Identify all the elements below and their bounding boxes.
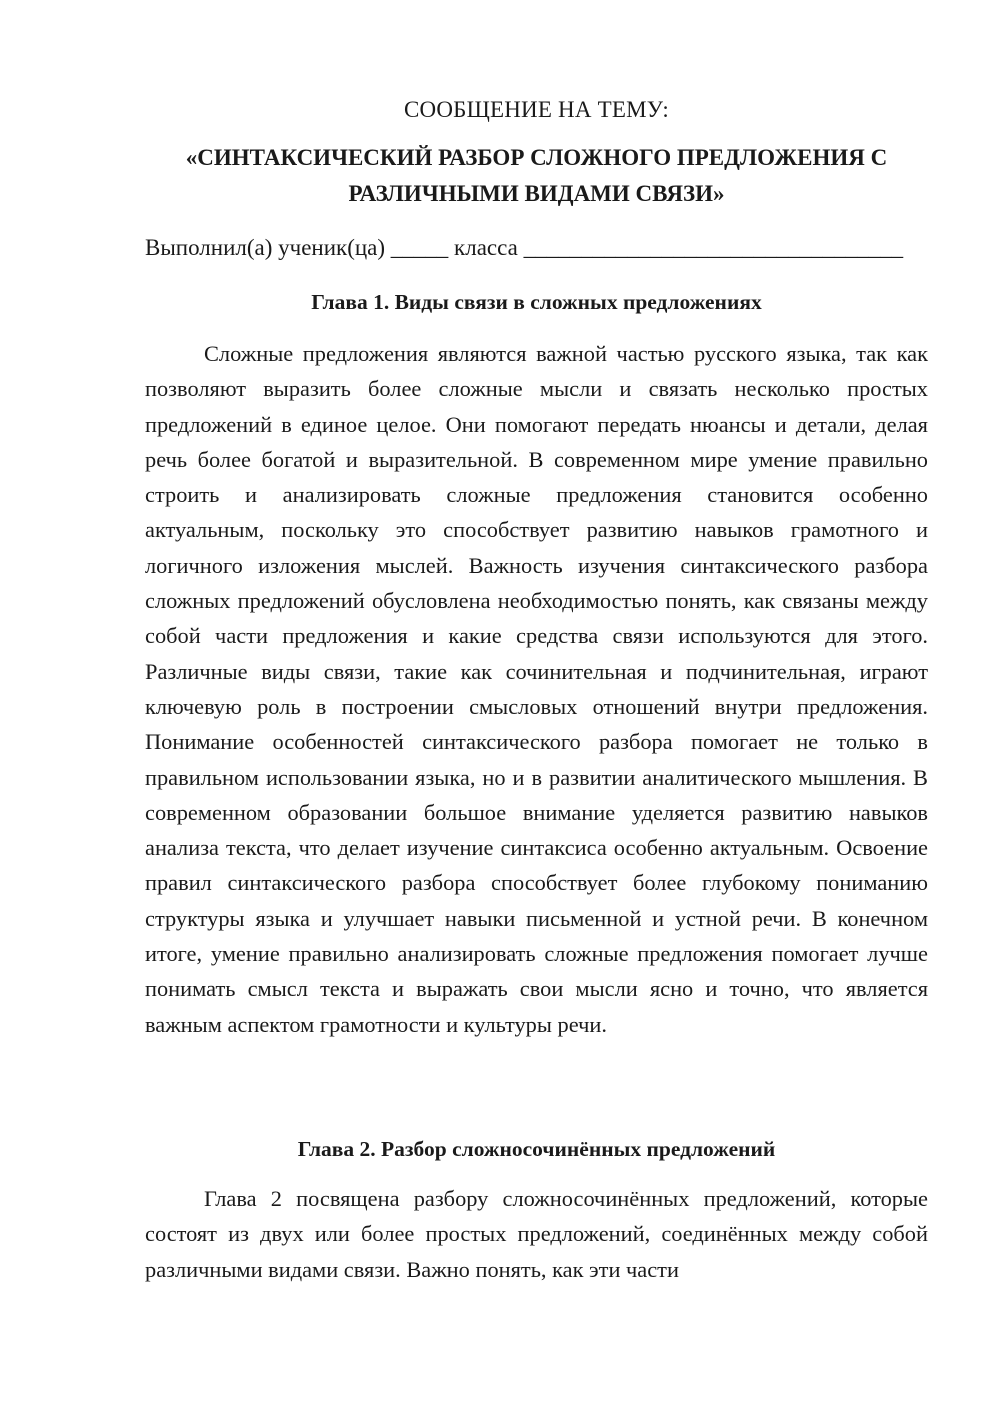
chapter-2-title: Глава 2. Разбор сложносочинённых предложений	[297, 1137, 776, 1161]
title-line-1: «СИНТАКСИЧЕСКИЙ РАЗБОР СЛОЖНОГО ПРЕДЛОЖЕНИЯ С	[185, 145, 888, 170]
chapter-1-paragraph: Сложные предложения являются важной частью русского языка, так как позволяют выразить более сложные мысли и связать несколько простых предложений в единое целое. Они помогают передать нюансы и детали, делая речь более богатой и выразительной. В современном мире умение правильно строить и анализировать сложные предложения становится особенно актуальным, поскольку это способствует развитию навыков грамотного и логичного изложения мыслей. Важность изучения синтаксического разбора сложных предложений обусловлена необходимостью понять, как связаны между собой части предложения и какие средства связи используются для этого. Различные виды связи, такие как сочинительная и подчинительная, играют ключевую роль в построении смысловых отношений внутри предложения. Понимание особенностей синтаксического разбора помогает не только в правильном использовании языка, но и в развитии аналитического мышления. В современном образовании большое внимание уделяется развитию навыков анализа текста, что делает изучение синтаксиса особенно актуальным. Освоение правил синтаксического разбора способствует более глубокому пониманию структуры языка и улучшает навыки письменной и устной речи. В конечном итоге, умение правильно анализировать сложные предложения помогает лучше понимать смысл текста и выражать свои мысли ясно и точно, что является важным аспектом грамотности и культуры речи.	[145, 341, 928, 1037]
topic-label: СООБЩЕНИЕ НА ТЕМУ:	[404, 97, 669, 122]
chapter-1-title: Глава 1. Виды связи в сложных предложениях	[311, 290, 762, 314]
title-line-2: РАЗЛИЧНЫМИ ВИДАМИ СВЯЗИ»	[348, 181, 725, 206]
chapter-2-paragraph: Глава 2 посвящена разбору сложносочинённых предложений, которые состоят из двух или более простых предложений, соединённых между собой различными видами связи. Важно понять, как эти части	[145, 1186, 928, 1282]
document-title	[145, 140, 928, 212]
author-line: Выполнил(а) ученик(ца) _____ класса _________________________________	[145, 235, 904, 260]
